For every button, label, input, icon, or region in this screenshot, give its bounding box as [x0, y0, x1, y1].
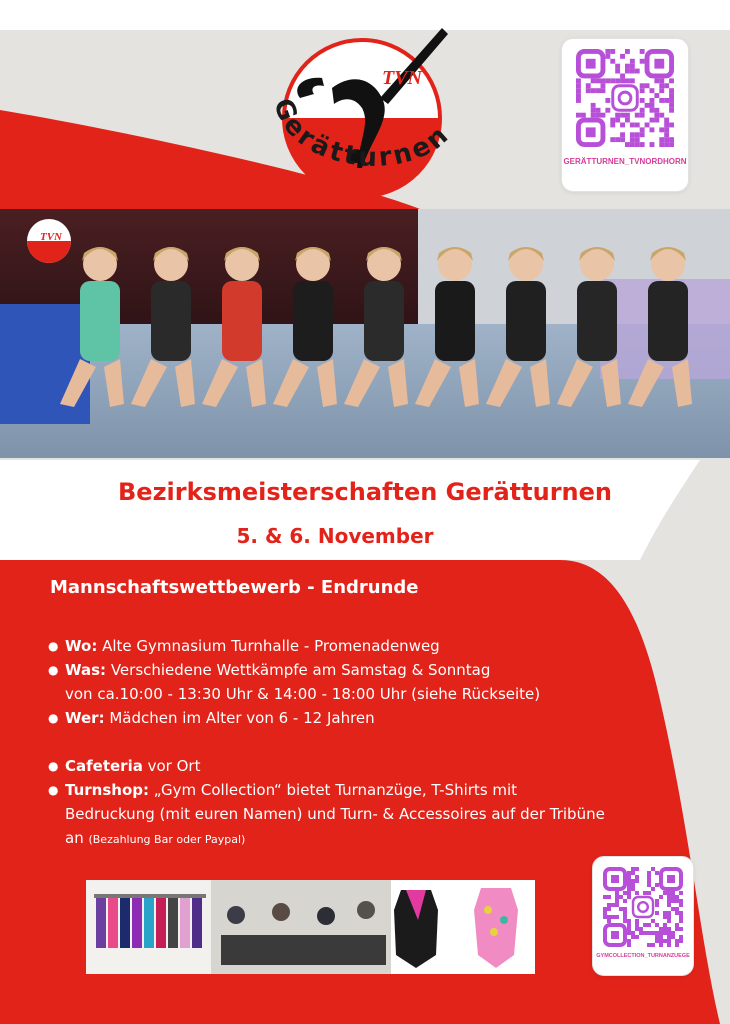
svg-text:Gerätturnen	[267, 95, 456, 173]
event-title: Bezirksmeisterschaften Gerätturnen	[118, 478, 612, 506]
details-list	[48, 634, 648, 730]
child-figure	[648, 281, 688, 361]
rack-icon	[94, 894, 206, 948]
child-figure	[222, 281, 262, 361]
child-figure	[577, 281, 617, 361]
extra-cafeteria: ● Cafeteria vor Ort	[48, 754, 608, 778]
section-heading: Mannschaftswettbewerb - Endrunde	[50, 577, 419, 598]
svg-text:TVN: TVN	[382, 67, 422, 89]
shop-photos	[86, 880, 535, 974]
logo-wordmark	[265, 92, 475, 212]
shop-instagram-handle: GYMCOLLECTION_TURNANZUEGE	[596, 953, 690, 959]
detail-location: ● Wo: Alte Gymnasium Turnhalle - Promenadenweg	[48, 634, 648, 658]
instagram-icon	[613, 86, 638, 111]
child-figure	[151, 281, 191, 361]
child-figure	[435, 281, 475, 361]
logo-word: Gerätturnen	[267, 94, 457, 174]
photo-badge	[26, 218, 72, 264]
shop-qr-card[interactable]	[592, 856, 694, 976]
svg-text:TVN: TVN	[40, 231, 62, 243]
child-figure	[364, 281, 404, 361]
instagram-handle: GERÄTTURNEN_TVNORDHORN	[563, 157, 687, 166]
detail-who: ● Wer: Mädchen im Alter von 6 - 12 Jahren	[48, 706, 648, 730]
event-date: 5. & 6. November	[236, 524, 434, 548]
detail-what: ● Was: Verschiedene Wettkämpfe am Samstag & Sonntag von ca.10:00 - 13:30 Uhr & 14:00 - 18:00 Uhr (siehe Rückseite)	[48, 658, 648, 706]
child-figure	[293, 281, 333, 361]
instagram-qr-card[interactable]	[561, 38, 689, 192]
instagram-icon	[633, 897, 653, 917]
team-photo	[0, 209, 730, 458]
child-figure	[506, 281, 546, 361]
qr-code	[576, 49, 674, 147]
extra-turnshop: ● Turnshop: „Gym Collection“ bietet Turnanzüge, T-Shirts mit Bedruckung (mit euren Namen) und Turn- & Accessoires auf der Tribüne an (Bezahlung Bar oder Paypal)	[48, 778, 608, 852]
child-figure	[80, 281, 120, 361]
extras-list	[48, 754, 608, 852]
qr-code	[603, 867, 683, 947]
